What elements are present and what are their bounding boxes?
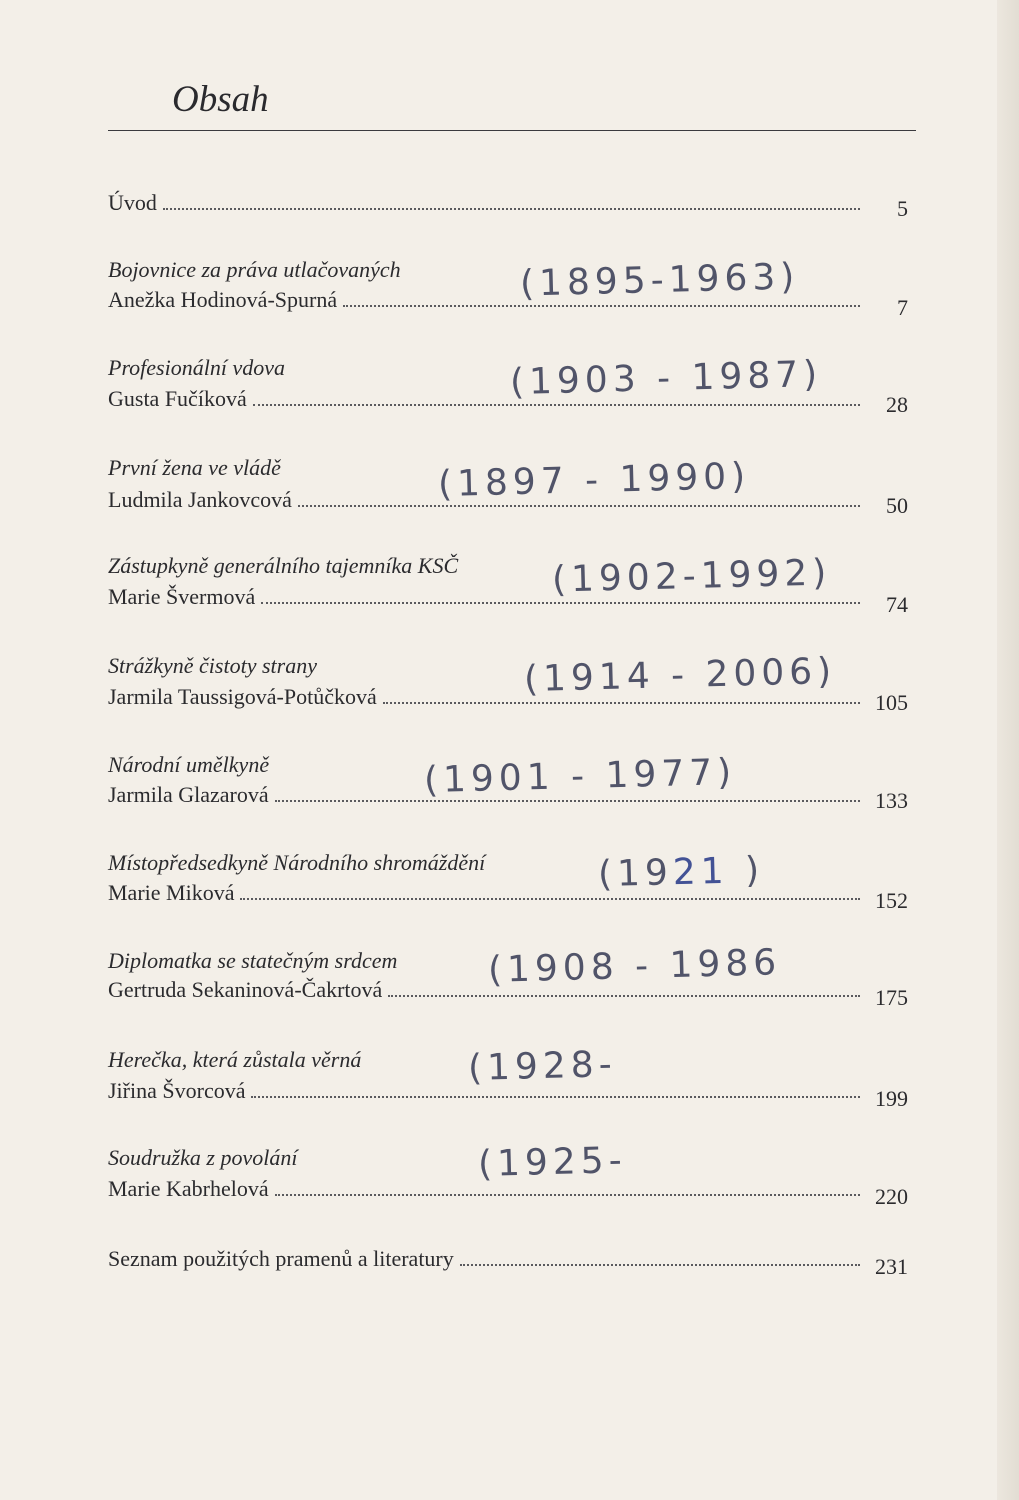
toc-entry-label: Úvod bbox=[108, 190, 157, 215]
handwritten-note: (1903 - 1987) bbox=[509, 353, 823, 404]
toc-page-number: 220 bbox=[875, 1184, 908, 1209]
toc-entry-subtitle: Zástupkyně generálního tajemníka KSČ bbox=[108, 553, 459, 578]
toc-entry-label: Marie Kabrhelová bbox=[108, 1176, 269, 1201]
dot-leader bbox=[343, 305, 860, 307]
toc-page-number: 105 bbox=[875, 690, 908, 715]
dot-leader bbox=[253, 404, 860, 406]
toc-page-number: 231 bbox=[875, 1254, 908, 1279]
handwritten-note: (1908 - 1986 bbox=[487, 942, 782, 991]
toc-entry-label: Anežka Hodinová-Spurná bbox=[108, 287, 338, 312]
toc-page-number: 152 bbox=[875, 888, 908, 913]
handwritten-note: (1895-1963) bbox=[519, 256, 800, 305]
toc-entry-subtitle: První žena ve vládě bbox=[108, 455, 281, 480]
dot-leader bbox=[275, 1194, 860, 1196]
toc-page-number: 199 bbox=[875, 1086, 908, 1111]
dot-leader bbox=[163, 208, 860, 210]
handwritten-note-prefix: (19 bbox=[597, 852, 674, 896]
toc-entry-subtitle: Soudružka z povolání bbox=[108, 1145, 298, 1170]
toc-entry-label: Jiřina Švorcová bbox=[108, 1078, 246, 1103]
toc-page-number: 74 bbox=[886, 592, 908, 617]
title-rule bbox=[108, 130, 916, 131]
handwritten-note: (1914 - 2006) bbox=[523, 650, 837, 701]
handwritten-note bbox=[597, 850, 764, 895]
toc-entry-label: Seznam použitých pramenů a literatury bbox=[108, 1246, 454, 1271]
toc-entry-subtitle: Národní umělkyně bbox=[108, 752, 270, 777]
page-title: Obsah bbox=[172, 79, 269, 120]
toc-entry-subtitle: Profesionální vdova bbox=[108, 355, 285, 380]
dot-leader bbox=[298, 505, 860, 507]
handwritten-note: (1897 - 1990) bbox=[437, 455, 751, 506]
dot-leader bbox=[460, 1264, 860, 1266]
toc-entry-subtitle: Herečka, která zůstala věrná bbox=[108, 1047, 362, 1072]
dot-leader bbox=[383, 702, 860, 704]
toc-entry-label: Ludmila Jankovcová bbox=[108, 487, 292, 512]
toc-entry-subtitle: Diplomatka se statečným srdcem bbox=[108, 948, 398, 973]
handwritten-note: (1901 - 1977) bbox=[423, 751, 737, 802]
handwritten-note: (1902-1992) bbox=[551, 552, 832, 601]
dot-leader bbox=[261, 602, 860, 604]
toc-entry-subtitle: Bojovnice za práva utlačovaných bbox=[108, 257, 401, 282]
toc-page-number: 28 bbox=[886, 392, 908, 417]
toc-page-number: 175 bbox=[875, 985, 908, 1010]
handwritten-note: (1928- bbox=[467, 1044, 618, 1089]
toc-page-number: 5 bbox=[897, 196, 908, 221]
dot-leader bbox=[240, 898, 860, 900]
toc-entry-sources[interactable] bbox=[108, 1244, 908, 1279]
toc-entry-uvod[interactable] bbox=[108, 188, 908, 221]
toc-entry-label: Marie Miková bbox=[108, 880, 235, 905]
handwritten-note-suffix: ) bbox=[728, 849, 765, 892]
toc-entry-subtitle: Místopředsedkyně Národního shromáždění bbox=[108, 850, 486, 875]
page-edge bbox=[997, 0, 1019, 1500]
toc-entry-label: Gertruda Sekaninová-Čakrtová bbox=[108, 977, 383, 1002]
handwritten-note: (1925- bbox=[477, 1140, 628, 1185]
dot-leader bbox=[275, 800, 860, 802]
toc-entry-label: Marie Švermová bbox=[108, 584, 256, 609]
dot-leader bbox=[388, 995, 860, 997]
toc-page-number: 50 bbox=[886, 493, 908, 518]
toc-entry-subtitle: Strážkyně čistoty strany bbox=[108, 653, 317, 678]
toc-entry-label: Jarmila Glazarová bbox=[108, 782, 269, 807]
handwritten-correction: 21 bbox=[672, 850, 730, 894]
dot-leader bbox=[251, 1096, 860, 1098]
toc-entry-label: Jarmila Taussigová-Potůčková bbox=[108, 684, 377, 709]
toc-entry-mikova[interactable] bbox=[108, 878, 908, 913]
toc-entry-label: Gusta Fučíková bbox=[108, 386, 247, 411]
toc-page-number: 133 bbox=[875, 788, 908, 813]
toc-page-number: 7 bbox=[897, 295, 908, 320]
